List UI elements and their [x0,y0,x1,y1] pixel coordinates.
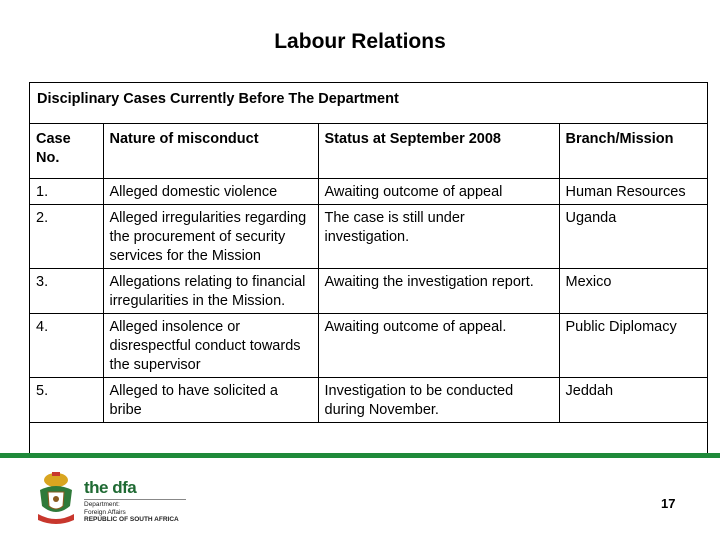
column-header-status: Status at September 2008 [318,124,559,179]
column-header-misconduct: Nature of misconduct [103,124,318,179]
brand-wordmark: the dfa [84,478,137,497]
misconduct-cell: Alleged irregularities regarding the procurement of security services for the Mission [103,205,318,269]
case-no-cell: 3. [30,269,103,314]
dept-line-2: Foreign Affairs [84,508,126,516]
status-cell: Awaiting the investigation report. [318,269,559,314]
table-row [30,314,708,378]
misconduct-cell: Alleged insolence or disrespectful conduct towards the supervisor [103,314,318,378]
status-cell: Awaiting outcome of appeal [318,179,559,205]
case-no-cell: 4. [30,314,103,378]
brand-rule [84,499,186,500]
table-row [30,205,708,269]
status-cell: The case is still under investigation. [318,205,559,269]
cases-table [30,124,708,423]
branch-cell: Jeddah [559,378,708,423]
table-row [30,269,708,314]
case-no-cell: 2. [30,205,103,269]
case-no-cell: 5. [30,378,103,423]
status-cell: Investigation to be conducted during November. [318,378,559,423]
footer-divider [0,453,720,458]
dept-line-3: REPUBLIC OF SOUTH AFRICA [84,516,179,523]
table-row [30,179,708,205]
cases-table-frame [29,82,708,458]
dfa-logo [34,470,204,530]
page-number: 17 [661,496,676,511]
table-heading: Disciplinary Cases Currently Before The Department [30,83,707,124]
table-row [30,378,708,423]
case-no-cell: 1. [30,179,103,205]
dept-line-1: Department: [84,501,120,508]
branch-cell: Uganda [559,205,708,269]
page-title: Labour Relations [274,30,446,53]
branch-cell: Human Resources [559,179,708,205]
column-header-case-no: Case No. [30,124,103,179]
table-header-row [30,124,708,179]
branch-cell: Public Diplomacy [559,314,708,378]
department-text [84,501,179,524]
column-header-branch: Branch/Mission [559,124,708,179]
misconduct-cell: Allegations relating to financial irregularities in the Mission. [103,269,318,314]
misconduct-cell: Alleged domestic violence [103,179,318,205]
misconduct-cell: Alleged to have solicited a bribe [103,378,318,423]
coat-of-arms-icon [34,470,78,530]
branch-cell: Mexico [559,269,708,314]
status-cell: Awaiting outcome of appeal. [318,314,559,378]
